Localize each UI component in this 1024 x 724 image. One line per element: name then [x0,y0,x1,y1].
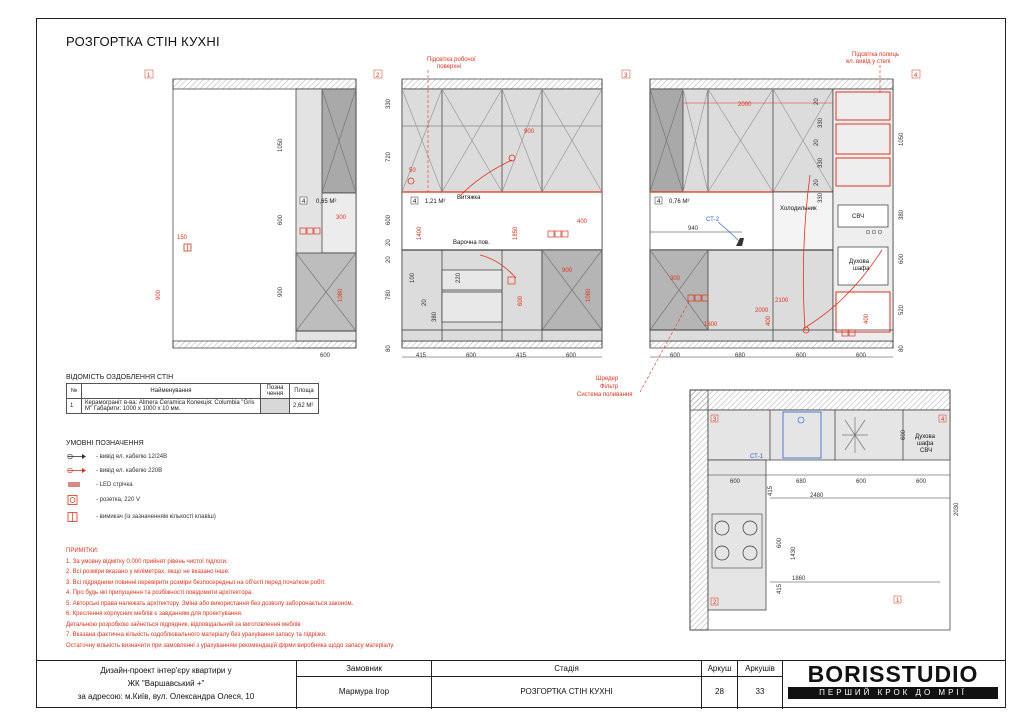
svg-text:Шредер: Шредер [596,376,619,382]
oven-label-1: Духова [849,259,869,265]
dim-1080: 1080 [338,288,344,302]
dim-100: 100 [410,272,416,283]
notes-title: ПРИМІТКИ: [66,548,99,554]
dim-150: 150 [177,235,188,241]
svg-text:2: 2 [713,600,717,606]
svg-text:Підсвітка робочої: Підсвітка робочої [427,57,476,63]
dim-400: 400 [577,219,588,225]
area-1: 0,65 М² [316,199,337,205]
svg-text:4: 4 [657,199,661,205]
finishes-cell: 1 [67,399,82,414]
kitchen-plan [690,390,950,630]
dim-20-a: 20 [386,239,392,246]
svg-text:600: 600 [856,479,867,485]
st2-label: СТ-2 [706,217,720,223]
dim-900-wall1: 900 [156,289,162,300]
dim-1050-wall4: 1050 [899,132,905,146]
dim-300-e3: 300 [670,276,681,282]
dim-1050-wall1: 1050 [278,138,284,152]
dim-1600: 1600 [704,322,718,328]
note-line: 6. Креслення корпусних меблів є завданням для проектування. [66,611,243,617]
area-2: 1,21 М² [425,199,446,205]
mw-label: СВЧ [852,214,865,220]
dim-380: 380 [432,311,438,322]
note-line: 7. Вказана фактична кількість оздоблювального матеріалу без урахування запасу та підрізки. [66,632,327,638]
switch-icon [66,512,88,521]
svg-text:600: 600 [777,537,783,548]
svg-text:600: 600 [730,479,741,485]
dim-e3-b4: 600 [856,353,867,359]
svg-text:Підсвітка полиць: Підсвітка полиць [852,52,900,58]
dim-720: 720 [386,151,392,162]
finishes-header-name: Найменування [82,384,261,399]
fridge-label: Холодильник [780,206,817,212]
sheets-total: 33 [755,687,765,696]
svg-text:ел. вивід у стелі: ел. вивід у стелі [846,59,891,65]
dim-e3-b1: 600 [670,353,681,359]
dim-50: 50 [409,168,416,174]
cable-12v-icon [66,452,88,461]
project-line-2: ЖК "Варшавський +" [127,679,205,688]
svg-text:415: 415 [777,583,783,594]
wall-3-label: 3 [624,73,628,79]
dim-600-e2-red: 600 [518,295,524,306]
dim-2000-b: 2000 [755,308,769,314]
stage-label: Стадія [432,661,701,677]
dim-520-wall4: 520 [899,304,905,315]
svg-text:2480: 2480 [810,493,824,499]
note-line: 5. Авторські права належать архітектору. Зміна або використання без дозволу заборонається законом. [66,600,354,607]
dim-380-wall4: 380 [899,209,905,220]
dim-600-wall2: 600 [386,214,392,225]
legend-item: - LED стрічка [66,480,133,489]
dim-1850: 1850 [513,226,519,240]
dim-400-e3: 400 [766,315,772,326]
cable-220v-icon [66,466,88,475]
dim-415-a: 415 [416,353,427,359]
sheets-label: Аркушів [738,661,782,677]
dim-2000-top: 2000 [738,102,752,108]
finishes-title: ВІДОМІСТЬ ОЗДОБЛЕННЯ СТІН [66,374,174,381]
svg-text:Система поливання: Система поливання [577,392,633,398]
elevation-2 [402,79,602,348]
svg-text:20: 20 [814,98,820,105]
svg-text:поверхні: поверхні [437,64,461,70]
svg-text:600: 600 [901,429,907,440]
svg-text:2030: 2030 [954,502,960,516]
project-line-1: Дизайн-проект інтер'єру квартири у [100,666,232,675]
dim-e3-b3: 600 [796,353,807,359]
note-line: 3. Всі підрядники повинні перевірити розміри безпосередньо на об'єкті перед початком робіт. [66,579,326,586]
svg-text:3: 3 [713,417,717,423]
hood-label: Витяжка [457,195,481,201]
svg-text:СВЧ: СВЧ [920,448,933,454]
svg-text:1: 1 [896,598,900,604]
svg-text:680: 680 [796,479,807,485]
studio-logo: BORISSTUDIO [807,661,979,687]
finishes-header-num: № [67,384,82,399]
sheet-number: 28 [715,687,724,696]
dim-600-b: 600 [566,353,577,359]
dim-600-wall1: 600 [278,214,284,225]
svg-text:330: 330 [818,157,824,168]
dim-600-a: 600 [466,353,477,359]
svg-text:1860: 1860 [792,576,806,582]
wall-1-label: 1 [147,73,151,79]
dim-2100: 2100 [775,298,789,304]
legend-title: УМОВНІ ПОЗНАЧЕННЯ [66,440,144,447]
svg-text:Духова: Духова [915,434,935,440]
page-title: РОЗГОРТКА СТІН КУХНІ [66,34,220,49]
dim-220: 220 [456,272,462,283]
socket-icon [66,495,88,504]
svg-text:Фільтр: Фільтр [600,384,619,390]
svg-text:600: 600 [916,479,927,485]
legend-item: - вимикач (із зазначенням кількості клавіш) [66,512,216,521]
legend-item: - вивід ел. кабелю 220В [66,466,162,475]
note-line: Остаточну кількість визначити при замовленні з урахуванням рекомендацій фірми виробника щодо запасу матеріалу. [66,642,395,649]
legend-item: - розетка, 220 V [66,495,140,504]
svg-text:1430: 1430 [791,546,797,560]
wall-2-label: 2 [376,73,380,79]
svg-text:4: 4 [413,199,417,205]
svg-text:330: 330 [818,117,824,128]
dim-900-arc: 900 [524,129,535,135]
dim-80-wall2: 80 [386,345,392,352]
oven-label-2: шафа [853,266,870,272]
wall-4-label: 4 [914,73,918,79]
dim-900-e2-base: 900 [562,268,573,274]
dim-e3-b2: 680 [735,353,746,359]
finishes-cell: 2,62 М² [290,399,319,414]
stage-value: РОЗГОРТКА СТІН КУХНІ [520,687,613,696]
project-line-3: за адресою: м.Київ, вул. Олександра Олеся, 10 [77,692,255,701]
svg-text:415: 415 [768,485,774,496]
studio-slogan: ПЕРШИЙ КРОК ДО МРІЇ [788,687,998,699]
finishes-header-area: Площа [290,384,319,399]
finishes-cell [261,399,290,414]
dim-780: 780 [386,289,392,300]
dim-940: 940 [688,226,699,232]
note-line: Детальною розробкою зайнється підрядник, відповідальний за виготовлення меблів [66,621,301,628]
note-line: 2. Всі розміри вказано у міліметрах, якщо не вказано інше. [66,569,230,575]
dim-300: 300 [336,215,347,221]
note-line: 4. Про будь які припущення та розбіжності повідомити архітектора. [66,590,253,596]
svg-text:шафа: шафа [917,441,934,447]
led-strip-icon [66,480,88,489]
dim-415-b: 415 [516,353,527,359]
dim-1400: 1400 [417,226,423,240]
finishes-header-code: Позна чення [261,384,290,399]
client-label: Замовник [297,661,431,677]
wall-markers [145,70,920,79]
st1-label: СТ-1 [750,454,764,460]
note-line: 1. За умовну відмітку 0.000 прийнят рівень чистої підлоги. [66,558,228,565]
dim-600-wall4: 600 [899,253,905,264]
client-name: Мармура Ігор [338,687,390,696]
dim-bottom-wall1: 600 [320,353,331,359]
dim-80-wall4: 80 [899,345,905,352]
svg-text:400: 400 [864,313,870,324]
area-3: 0,76 М² [669,199,690,205]
dim-20-b: 20 [386,256,392,263]
finishes-table [66,383,319,414]
dim-20-c: 20 [422,299,428,306]
elevation-1 [173,79,356,348]
dim-330: 330 [386,98,392,109]
legend-item: - вивід ел. кабелю 12/24В [66,452,167,461]
svg-text:20: 20 [814,179,820,186]
svg-text:20: 20 [814,139,820,146]
notes-block [66,546,394,651]
svg-text:4: 4 [941,417,945,423]
tile-tag-1: 4 [302,199,306,205]
finishes-cell: Керамограніт в-ва: Almera Ceramica Колекція: Columbia "Gris M" Габарити: 1000 х 1000 х 10 мм. [82,399,261,414]
sheet-label: Аркуш [702,661,737,677]
dim-1080-e2: 1080 [586,288,592,302]
svg-text:330: 330 [818,192,824,203]
cooktop-label: Варочна пов. [453,240,490,246]
dim-900b-wall1: 900 [278,286,284,297]
